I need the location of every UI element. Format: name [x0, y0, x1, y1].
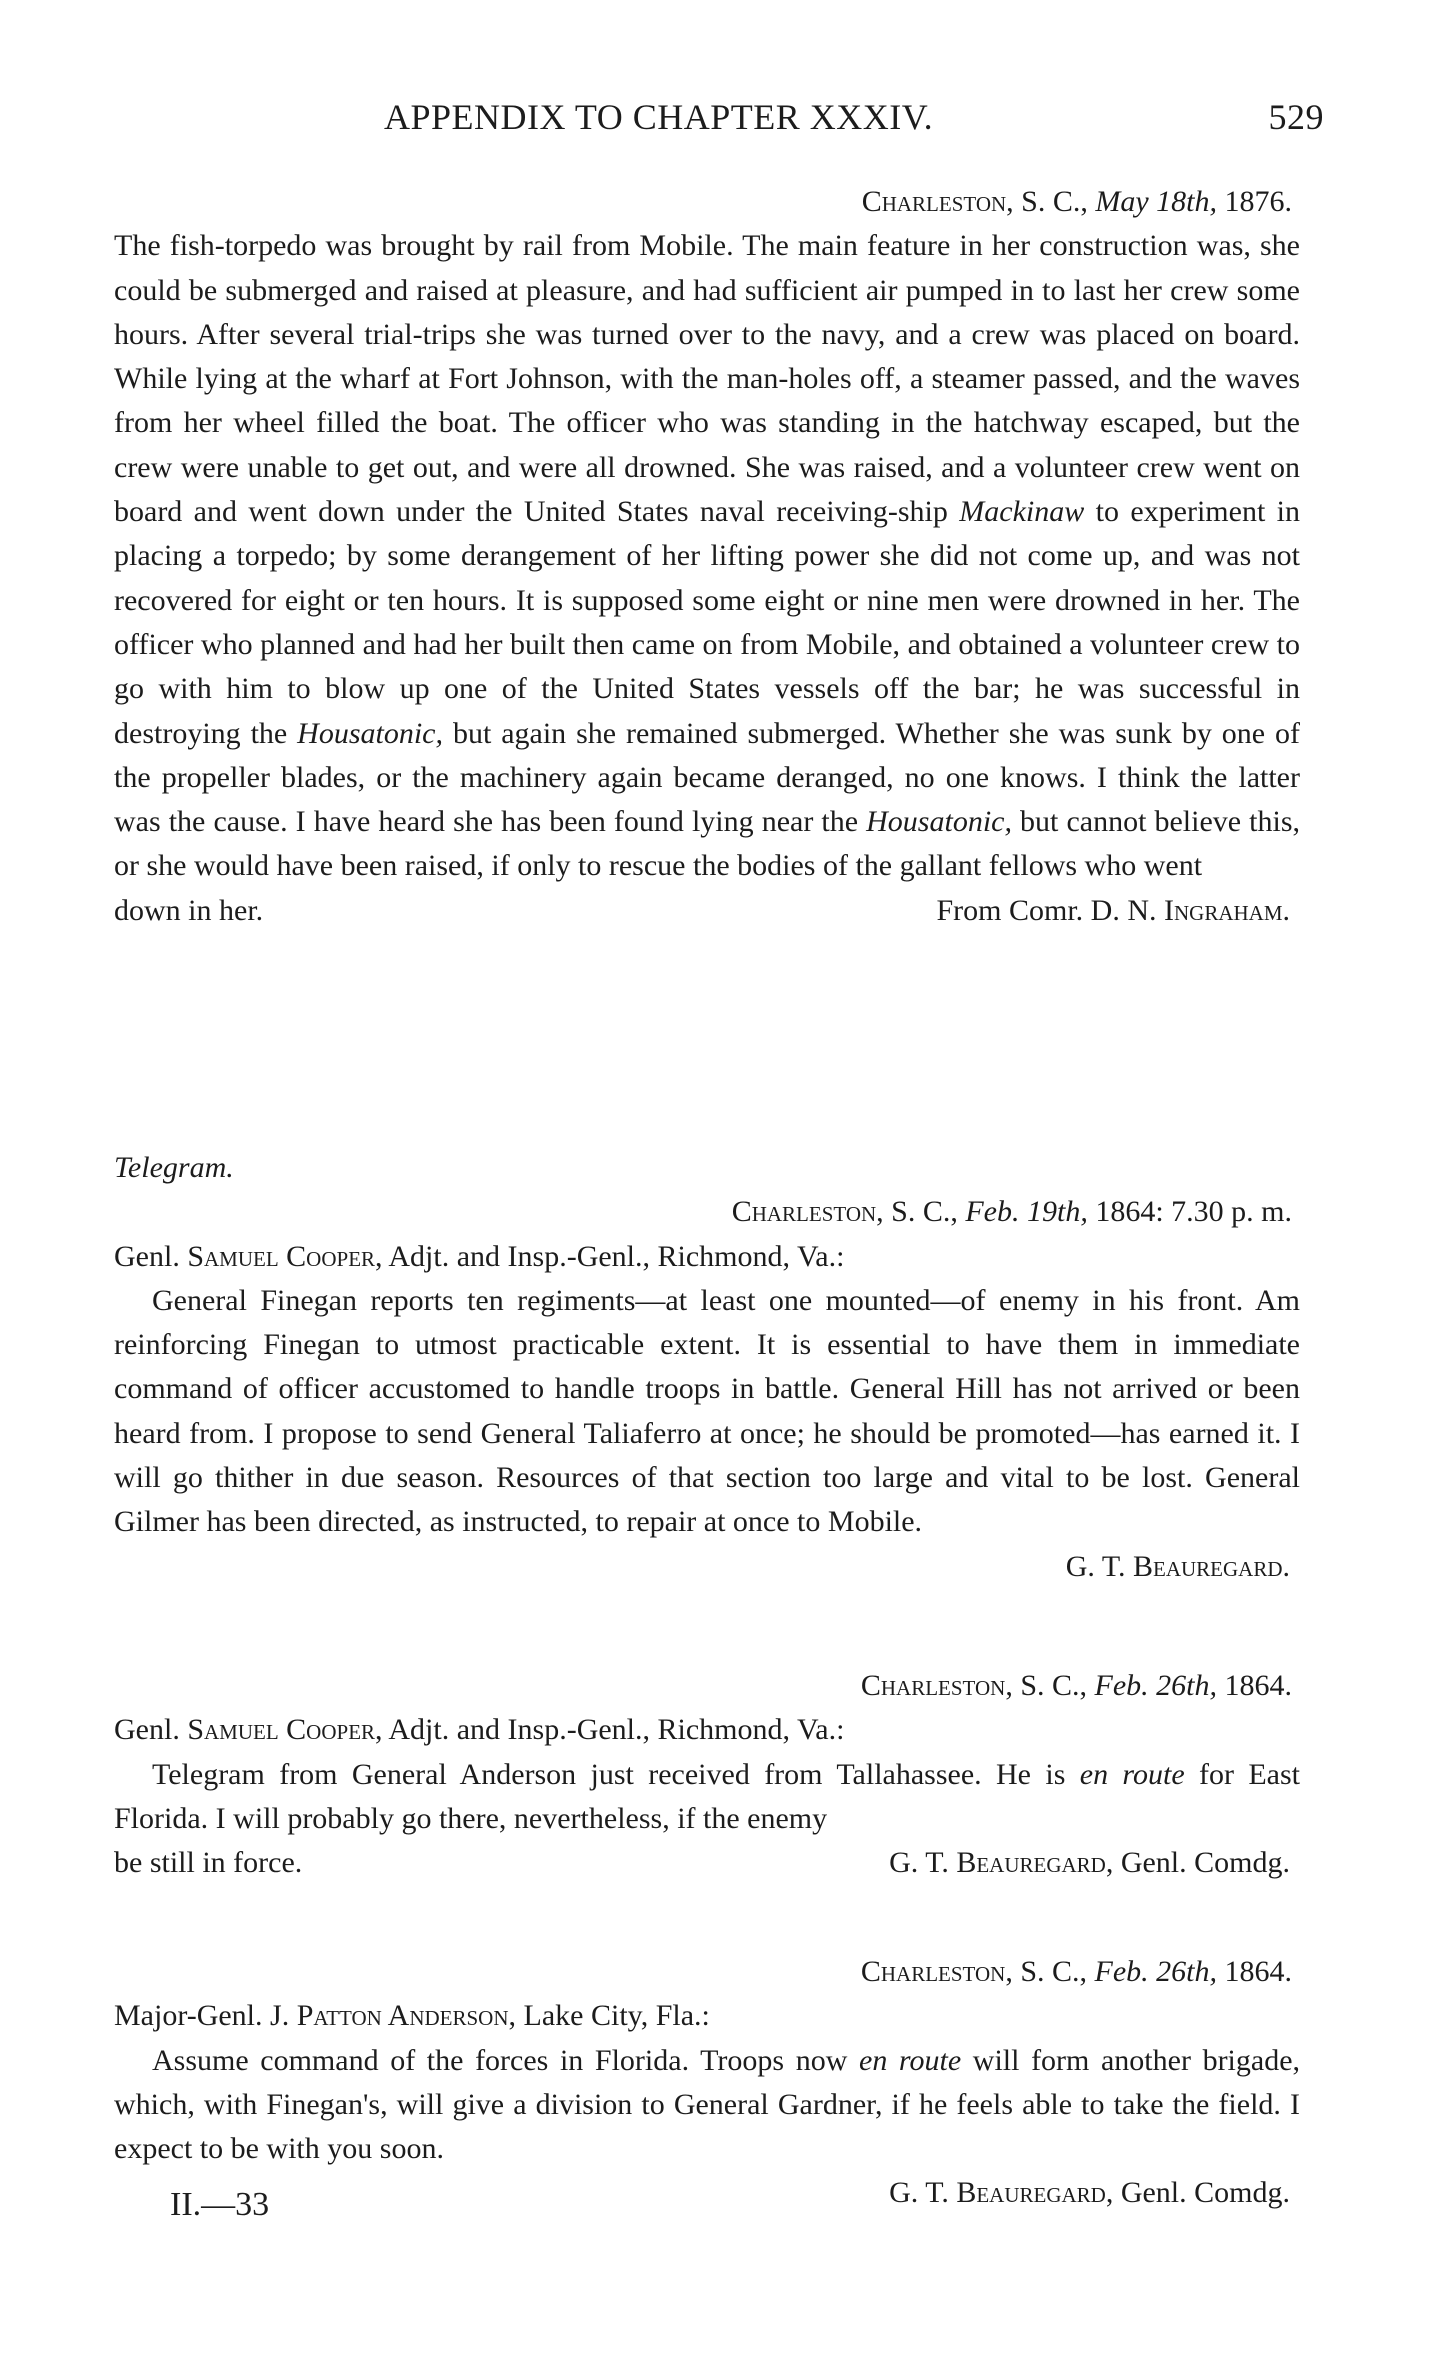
- body-text: but again she remained submerged. Whether she was sunk by one of the propeller blades, or the machinery again became deranged, no one knows. I think the latter was the cause. I have heard she has been found lying near the: [114, 716, 1301, 839]
- dateline-place: Charleston, S. C.,: [860, 1669, 1088, 1702]
- dateline: [114, 180, 1300, 224]
- addressee-name: Patton Anderson,: [296, 1999, 517, 2033]
- addressee-title: Lake City, Fla.:: [523, 1999, 710, 2033]
- closing-line: [114, 1841, 1300, 1885]
- ship-name: Housatonic,: [297, 716, 443, 750]
- addressee-name: Samuel Cooper,: [187, 1239, 383, 1273]
- telegram-body: [114, 1753, 1300, 1842]
- addressee-name: Samuel Cooper,: [187, 1713, 383, 1747]
- dateline-year: 1876.: [1224, 185, 1292, 218]
- signature: [114, 2171, 1300, 2215]
- body-text: Telegram from General Anderson just received from Tallahassee. He is: [152, 1757, 1066, 1791]
- attribution-name: Ingraham.: [1164, 893, 1290, 927]
- ship-name: Housatonic,: [866, 805, 1012, 839]
- italic-phrase: en route: [1079, 1757, 1185, 1791]
- telegram-feb-26-cooper: [114, 1664, 1300, 1885]
- addressee: [114, 1235, 1300, 1279]
- attribution: [936, 889, 1300, 933]
- addressee-prefix: Major-Genl. J.: [114, 1999, 290, 2033]
- dateline: [114, 1190, 1300, 1234]
- ship-name: Mackinaw: [959, 495, 1085, 529]
- dateline-date: Feb. 26th,: [1094, 1669, 1217, 1702]
- addressee-prefix: Genl.: [114, 1239, 180, 1273]
- body-text: down in her.: [114, 893, 264, 927]
- dateline-place: Charleston, S. C.,: [731, 1195, 958, 1229]
- dateline-place: Charleston, S. C.,: [860, 1955, 1088, 1988]
- body-text: to experiment in placing a torpedo; by some derangement of her lifting power she did not come up, and was not recovered for eight or ten hours. It is supposed some eight or nine men were drowned in her. The officer who planned and had her built then came on from Mobile, and obtained a volunteer crew to go with him to blow up one of the United States vessels off the bar; he was successful in destroying the: [114, 495, 1300, 750]
- closing-line: [114, 889, 1300, 933]
- addressee-title: Adjt. and Insp.-Genl., Richmond, Va.:: [388, 1713, 845, 1747]
- dateline-place: Charleston, S. C.,: [861, 185, 1088, 218]
- addressee-prefix: Genl.: [114, 1713, 180, 1747]
- signature-name: G. T. Beauregard,: [889, 2176, 1114, 2210]
- attribution-prefix: From Comr. D. N.: [936, 893, 1157, 927]
- dateline-time: 1864: 7.30 p. m.: [1095, 1195, 1292, 1229]
- addressee-title: Adjt. and Insp.-Genl., Richmond, Va.:: [388, 1239, 845, 1273]
- dateline-date: May 18th,: [1095, 185, 1217, 218]
- dateline: [114, 1950, 1300, 1994]
- chapter-title: APPENDIX TO CHAPTER XXXIV.: [384, 97, 934, 137]
- body-text: be still in force.: [114, 1846, 303, 1880]
- dateline-year: 1864.: [1224, 1669, 1292, 1702]
- signature-title: Genl. Comdg.: [1120, 1846, 1290, 1880]
- dateline: [114, 1664, 1300, 1708]
- dateline-date: Feb. 26th,: [1094, 1955, 1217, 1988]
- telegram-feb-19: [114, 1146, 1300, 1589]
- body-text: for East Florida. I will probably go there, nevertheless, if the enemy: [114, 1757, 1301, 1835]
- body-text: Assume command of the forces in Florida. Troops now: [152, 2043, 848, 2077]
- dateline-date: Feb. 19th,: [965, 1195, 1088, 1229]
- dateline-year: 1864.: [1224, 1955, 1292, 1988]
- addressee: [114, 1708, 1300, 1752]
- signature-title: Genl. Comdg.: [1120, 2176, 1290, 2210]
- telegram-feb-26-anderson: [114, 1950, 1300, 2216]
- telegram-label: Telegram.: [114, 1151, 234, 1184]
- page-number: 529: [1268, 97, 1324, 137]
- signature-mark: II.—33: [170, 2186, 270, 2223]
- body-text: but cannot believe this, or she would have been raised, if only to rescue the bodies of the gallant fellows who went: [114, 805, 1301, 883]
- letter-ingraham: [114, 180, 1300, 933]
- telegram-body: [114, 2039, 1300, 2172]
- addressee: [114, 1994, 1300, 2038]
- signature: [889, 1841, 1300, 1885]
- telegram-body: General Finegan reports ten regiments—at least one mounted—of enemy in his front. Am reinforcing Finegan to utmost practicable extent. It is essential to have them in immediate command of officer accustomed to handle troops in battle. General Hill has not arrived or been heard from. I propose to send General Taliaferro at once; he should be promoted—has earned it. I will go thither in due season. Resources of that section too large and vital to be lost. General Gilmer has been directed, as instructed, to repair at once to Mobile.: [114, 1283, 1300, 1539]
- italic-phrase: en route: [859, 2043, 962, 2077]
- running-head: [114, 96, 1324, 146]
- signature: G. T. Beauregard.: [1065, 1549, 1290, 1583]
- body-text: will form another brigade, which, with Finegan's, will give a division to General Gardner, if he feels able to take the field. I expect to be with you soon.: [114, 2043, 1301, 2166]
- body-text: The fish-torpedo was brought by rail from Mobile. The main feature in her construction was, she could be submerged and raised at pleasure, and had sufficient air pumped in to last her crew some hours. After several trial-trips she was turned over to the navy, and a crew was placed on board. While lying at the wharf at Fort Johnson, with the man-holes off, a steamer passed, and the waves from her wheel filled the boat. The officer who was standing in the hatchway escaped, but the crew were unable to get out, and were all drowned. She was raised, and a volunteer crew went on board and went down under the United States naval receiving-ship: [114, 229, 1300, 529]
- signature-name: G. T. Beauregard,: [889, 1846, 1114, 1880]
- letter-body: [114, 224, 1300, 888]
